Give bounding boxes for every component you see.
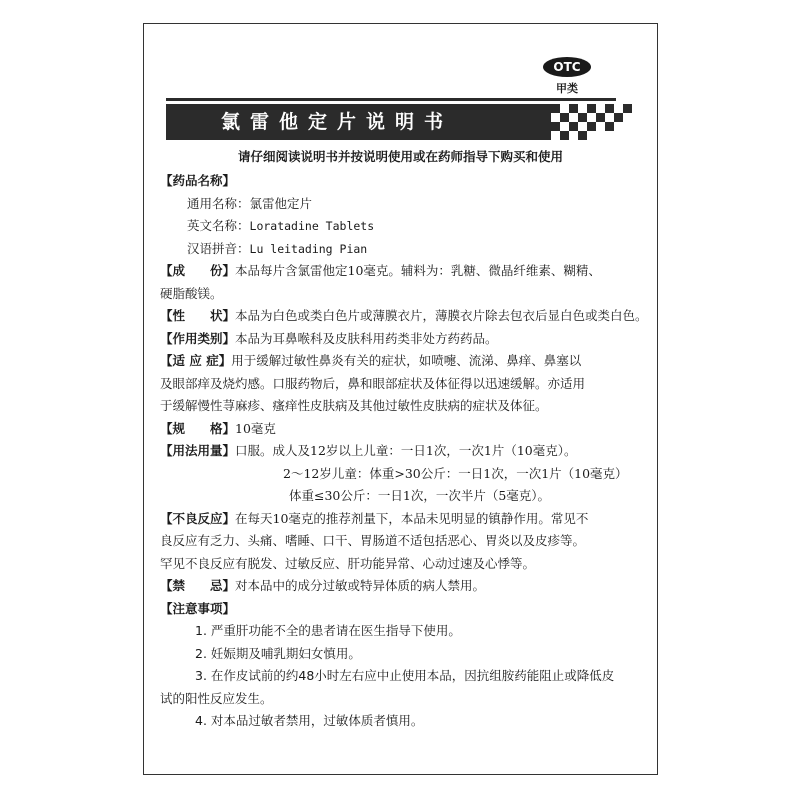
otc-badge: OTC <box>543 57 591 77</box>
precaution-item: 4. 对本品过敏者禁用，过敏体质者慎用。 <box>195 713 424 728</box>
appearance-row <box>160 305 650 328</box>
adverse-row <box>160 508 650 531</box>
page-title: 氯雷他定片说明书 <box>221 111 454 133</box>
adverse-text: 在每天10毫克的推荐剂量下，本品未见明显的镇静作用。常见不 <box>235 510 589 526</box>
checker-decoration <box>551 98 631 144</box>
indications-text-cont-1: 及眼部痒及烧灼感。口服药物后，鼻和眼部症状及体征得以迅速缓解。亦适用 <box>160 375 586 391</box>
english-name-row <box>160 215 650 238</box>
contraindications-text: 对本品中的成分过敏或特异体质的病人禁用。 <box>235 578 486 593</box>
dosage-text: 口服。成人及12岁以上儿童：一日1次，一次1片（10毫克）。 <box>235 443 577 458</box>
dosage-child-light: 体重≤30公斤：一日1次，一次半片（5毫克）。 <box>289 488 551 503</box>
pinyin-row <box>160 238 650 261</box>
category-text: 本品为耳鼻喉科及皮肤科用药类非处方药药品。 <box>235 330 498 346</box>
section-header-category: 【作用类别】 <box>160 330 236 346</box>
contraindications-row <box>160 575 650 598</box>
dosage-child-heavy: 2～12岁儿童：体重>30公斤：一日1次，一次1片（10毫克） <box>283 465 628 481</box>
precaution-item: 1. 严重肝功能不全的患者请在医生指导下使用。 <box>195 623 461 638</box>
pinyin-label: 汉语拼音： <box>187 240 250 256</box>
indications-text: 用于缓解过敏性鼻炎有关的症状，如喷嚏、流涕、鼻痒、鼻塞以 <box>231 353 582 368</box>
english-name: Loratadine Tablets <box>249 219 375 233</box>
section-header-specification: 【规 格】 <box>160 420 236 436</box>
precaution-item-cont: 试的阳性反应发生。 <box>160 690 273 706</box>
adverse-text-cont-2: 罕见不良反应有脱发、过敏反应、肝功能异常、心动过速及心悸等。 <box>160 555 536 571</box>
section-header-composition: 【成 份】 <box>160 263 236 278</box>
section-header-adverse: 【不良反应】 <box>160 510 236 526</box>
composition-row <box>160 260 650 283</box>
composition-text: 本品每片含氯雷他定10毫克。辅料为：乳糖、微晶纤维素、糊精、 <box>235 263 601 278</box>
category-row <box>160 328 650 351</box>
leaflet-page <box>143 23 658 775</box>
dosage-row <box>160 440 650 463</box>
title-bar <box>166 104 551 140</box>
pinyin-name: Lu leitading Pian <box>249 241 368 256</box>
composition-text-cont: 硬脂酸镁。 <box>160 285 223 301</box>
section-header-contraindications: 【禁 忌】 <box>160 578 236 593</box>
specification-text: 10毫克 <box>235 420 276 436</box>
precaution-item: 3. 在作皮试前的约48小时左右应中止使用本品，因抗组胺药能阻止或降低皮 <box>195 668 615 683</box>
indications-text-cont-2: 于缓解慢性荨麻疹、瘙痒性皮肤病及其他过敏性皮肤病的症状及体征。 <box>160 398 548 413</box>
generic-name: 通用名称：氯雷他定片 <box>187 195 313 211</box>
english-name-label: 英文名称： <box>187 218 250 233</box>
appearance-text: 本品为白色或类白色片或薄膜衣片，薄膜衣片除去包衣后显白色或类白色。 <box>235 308 648 323</box>
section-header-drug-name: 【药品名称】 <box>160 173 236 188</box>
adverse-text-cont-1: 良反应有乏力、头痛、嗜睡、口干、胃肠道不适包括恶心、胃炎以及皮疹等。 <box>160 533 586 548</box>
specification-row <box>160 418 650 441</box>
title-rule <box>166 98 616 101</box>
indications-row <box>160 350 650 373</box>
section-header-indications: 【适 应 症】 <box>160 353 232 368</box>
precaution-item: 2. 妊娠期及哺乳期妇女慎用。 <box>195 645 361 661</box>
section-header-appearance: 【性 状】 <box>160 308 236 323</box>
section-header-dosage: 【用法用量】 <box>160 443 236 458</box>
section-header-precautions: 【注意事项】 <box>160 600 236 616</box>
usage-notice: 请仔细阅读说明书并按说明使用或在药师指导下购买和使用 <box>237 149 563 164</box>
leaflet-body <box>160 170 650 733</box>
otc-class-label: 甲类 <box>556 82 578 95</box>
